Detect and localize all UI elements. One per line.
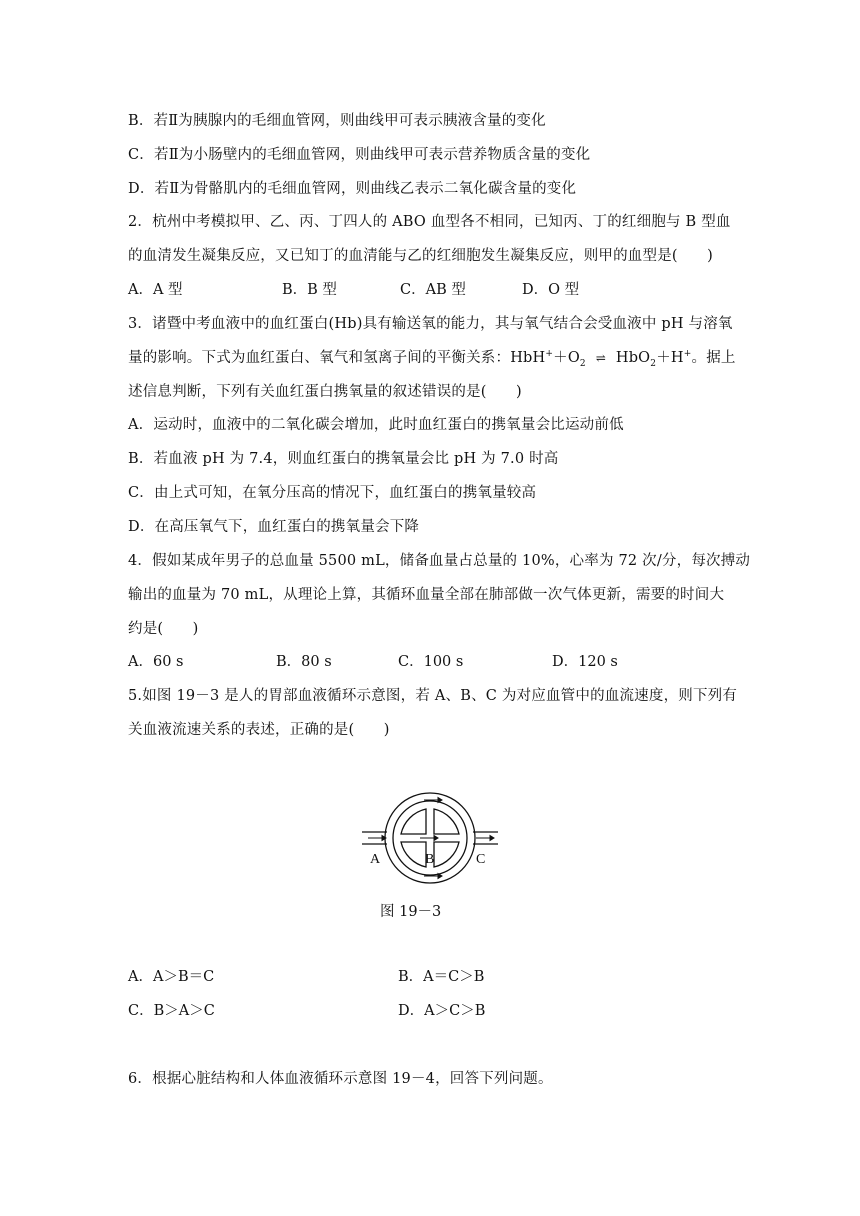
q4-option-d: D．120 s	[552, 654, 618, 670]
figure-label-a: A	[370, 852, 381, 867]
q5-option-a: A．A＞B＝C	[128, 969, 215, 985]
q4-option-b: B．80 s	[276, 654, 332, 670]
q4-stem-line1: 4．假如某成年男子的总血量 5500 mL，储备血量占总量的 10%，心率为 72 次/分，每次搏动	[128, 553, 751, 569]
stomach-circulation-diagram	[360, 790, 500, 890]
q4-stem-line3: 约是( )	[128, 621, 199, 637]
q3-stem-line3: 述信息判断，下列有关血红蛋白携氧量的叙述错误的是( )	[128, 384, 522, 400]
figure-label-c: C	[476, 852, 486, 867]
quadrant-bottom-left	[401, 842, 426, 867]
arrow-icon	[438, 798, 442, 803]
q2-option-a: A．A 型	[128, 282, 183, 298]
q2-stem-line2: 的血清发生凝集反应，又已知丁的血清能与乙的红细胞发生凝集反应，则甲的血型是( )	[128, 248, 714, 264]
q4-option-a: A．60 s	[128, 654, 184, 670]
quadrant-top-right	[434, 809, 459, 834]
q5-option-b: B．A＝C＞B	[398, 969, 485, 985]
q4-option-c: C．100 s	[398, 654, 464, 670]
q5-option-d: D．A＞C＞B	[398, 1003, 486, 1019]
q1-option-b: B．若Ⅱ为胰腺内的毛细血管网，则曲线甲可表示胰液含量的变化	[128, 113, 546, 129]
q5-stem-line1: 5.如图 19－3 是人的胃部血液循环示意图，若 A、B、C 为对应血管中的血流速度，则下列有	[128, 688, 738, 704]
quadrant-top-left	[401, 809, 426, 834]
q2-option-d: D．O 型	[522, 282, 580, 298]
q4-stem-line2: 输出的血量为 70 mL，从理论上算，其循环血量全部在肺部做一次气体更新，需要的时间大	[128, 587, 725, 603]
q2-stem-line1: 2．杭州中考模拟甲、乙、丙、丁四人的 ABO 血型各不相同，已知丙、丁的红细胞与 B 型血	[128, 214, 731, 230]
arrow-icon	[434, 836, 438, 841]
q3-option-a: A．运动时，血液中的二氧化碳会增加，此时血红蛋白的携氧量会比运动前低	[128, 417, 624, 433]
q3-stem-line2: 量的影响。下式为血红蛋白、氧气和氢离子间的平衡关系：$HbH^++O_2$ ⇌ HbO$_2$＋H+。据上	[128, 349, 736, 369]
q2-option-b: B．B 型	[282, 282, 337, 298]
arrow-icon	[438, 874, 442, 879]
q3-stem-line1: 3．诸暨中考血液中的血红蛋白(Hb)具有输送氧的能力，其与氧气结合会受血液中 pH 与溶氧	[128, 316, 733, 332]
equilibrium-arrow-icon: ⇌	[595, 351, 606, 365]
q6-stem-line1: 6．根据心脏结构和人体血液循环示意图 19－4，回答下列问题。	[128, 1071, 553, 1087]
q3-option-d: D．在高压氧气下，血红蛋白的携氧量会下降	[128, 519, 420, 535]
q1-option-c: C．若Ⅱ为小肠壁内的毛细血管网，则曲线甲可表示营养物质含量的变化	[128, 147, 591, 163]
q5-option-c: C．B＞A＞C	[128, 1003, 215, 1019]
q1-option-d: D．若Ⅱ为骨骼肌内的毛细血管网，则曲线乙表示二氧化碳含量的变化	[128, 181, 577, 197]
arrow-icon	[490, 836, 494, 841]
q3-option-c: C．由上式可知，在氧分压高的情况下，血红蛋白的携氧量较高	[128, 485, 537, 501]
figure-caption: 图 19－3	[380, 904, 442, 920]
quadrant-bottom-right	[434, 842, 459, 867]
q3-option-b: B．若血液 pH 为 7.4，则血红蛋白的携氧量会比 pH 为 7.0 时高	[128, 451, 559, 467]
q5-stem-line2: 关血液流速关系的表述，正确的是( )	[128, 722, 390, 738]
q2-option-c: C．AB 型	[400, 282, 466, 298]
figure-label-b: B	[425, 852, 435, 867]
